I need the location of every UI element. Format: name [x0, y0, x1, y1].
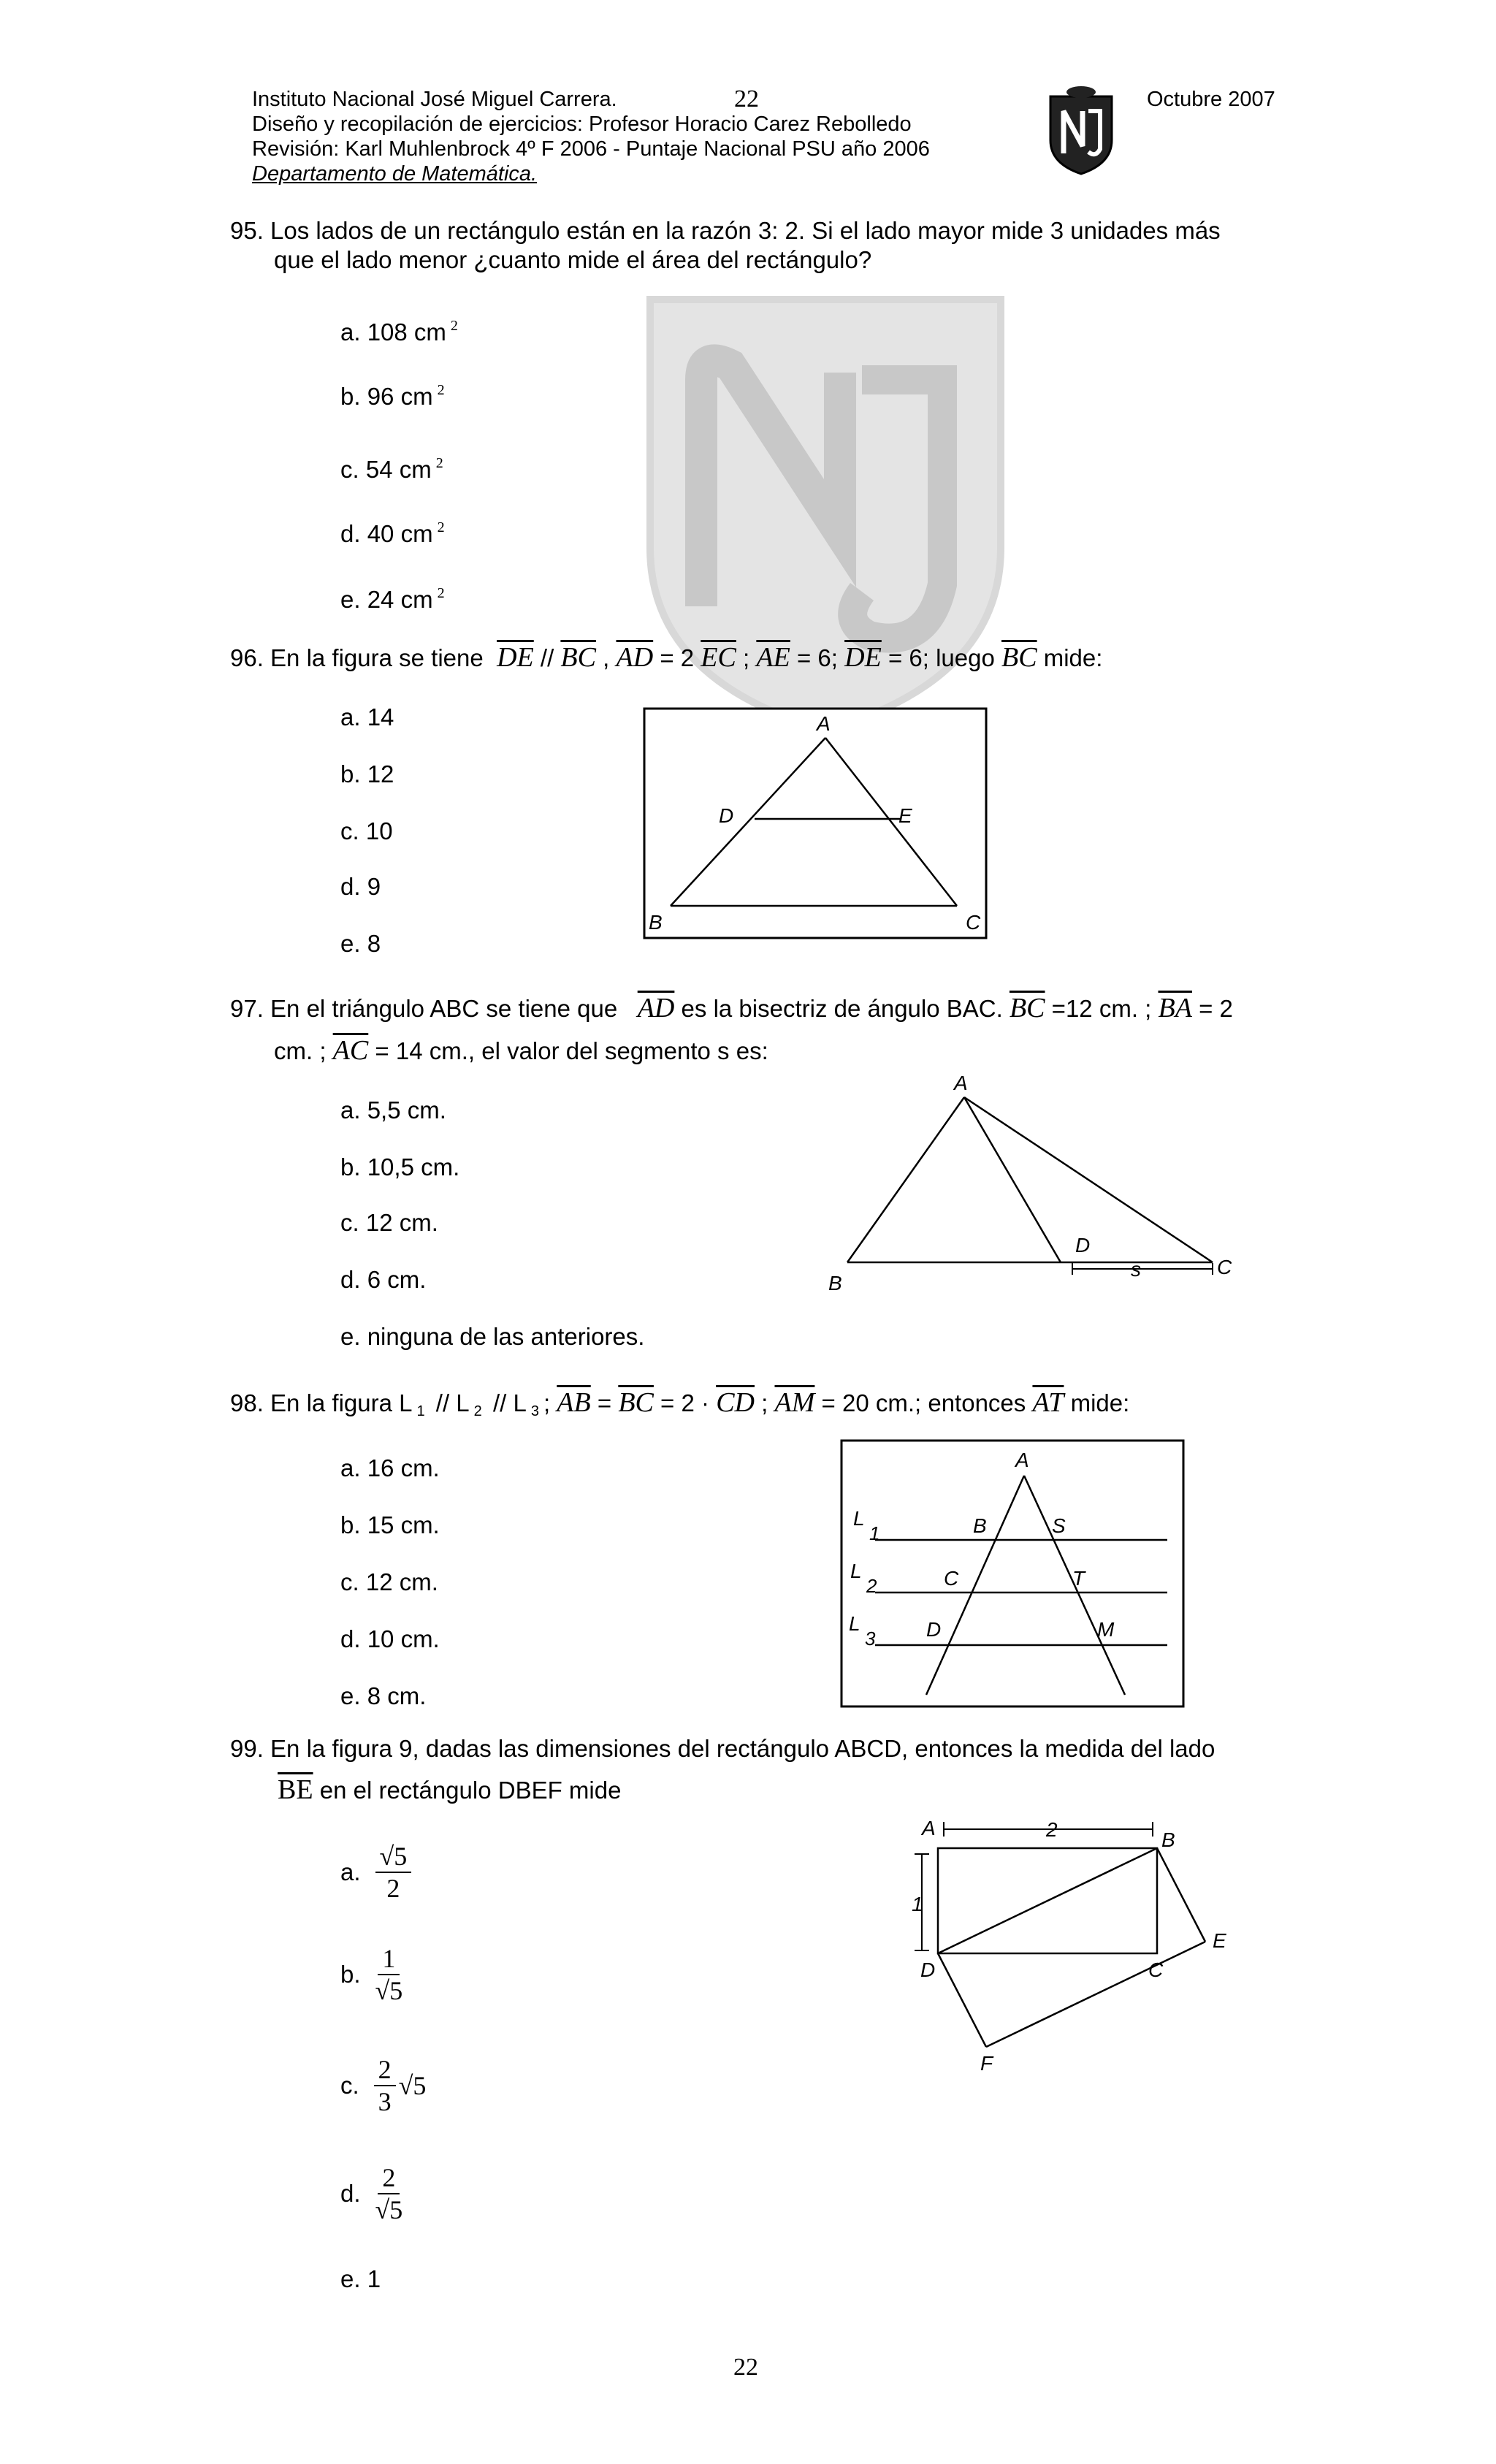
q99-label-d: D: [920, 1958, 936, 1981]
q97-triangle-figure: [818, 1067, 1242, 1300]
q97-label-a: A: [954, 1072, 968, 1094]
q98-label-l3: L: [849, 1612, 860, 1635]
header-page-number: 22: [734, 85, 759, 112]
q96-triangle-figure: [643, 707, 988, 939]
q96-label-c: C: [966, 911, 981, 934]
q96-option-b: b. 12: [340, 760, 394, 787]
q99-label-height: 1: [912, 1893, 923, 1915]
q96-option-d: d. 9: [340, 873, 381, 900]
q96-label-d: D: [719, 804, 734, 827]
q98-label-b: B: [973, 1514, 987, 1537]
q98-statement: 98. En la figura L $_1$ // L $_2$ // L $_3$ ; $\overline{AB} = \overline{BC} = 2 \cdot \overline{CD}$ ; $\overline{AM} = 20$ cm.; entonces $\overline{AT}$ mide:: [230, 1387, 1130, 1419]
q97-option-d: d. 6 cm.: [340, 1266, 427, 1293]
q98-label-c: C: [944, 1567, 959, 1590]
q98-option-c: c. 12 cm.: [340, 1568, 438, 1595]
q95-option-d: d. 40 cm $^2$: [340, 519, 445, 547]
q99-option-a: a. $\frac{√5}{2}$: [340, 1841, 411, 1904]
q97-statement-line1: 97. En el triángulo ABC se tiene que $\overline{AD}$ es la bisectriz de ángulo BAC. $\overline{BC} =12$ cm. ; $\overline{BA} = 2$: [230, 993, 1233, 1023]
q98-label-s: S: [1052, 1514, 1066, 1537]
q97-label-d: D: [1075, 1234, 1091, 1256]
q96-option-c: c. 10: [340, 817, 393, 844]
header-department: Departamento de Matemática.: [252, 162, 538, 186]
footer-page-number: 22: [733, 2354, 758, 2381]
header-date: Octubre 2007: [1147, 88, 1275, 111]
q99-label-width: 2: [1046, 1818, 1058, 1841]
q95-option-c: c. 54 cm $^2$: [340, 455, 443, 483]
header-institution: Instituto Nacional José Miguel Carrera.: [252, 88, 617, 111]
q97-label-c: C: [1217, 1256, 1232, 1278]
q99-label-f: F: [980, 2052, 993, 2075]
q98-parallel-lines-figure: [840, 1439, 1185, 1708]
q99-rectangle-figure: [906, 1815, 1249, 2092]
q99-label-e: E: [1213, 1929, 1226, 1952]
q97-label-s: s: [1131, 1258, 1141, 1281]
q95-option-a: a. 108 cm $^2$: [340, 318, 458, 346]
q96-label-b: B: [649, 911, 663, 934]
q99-text-line2: $\overline{BE}$ en el rectángulo DBEF mide: [278, 1774, 622, 1805]
q96-label-a: A: [817, 712, 831, 735]
q99-label-c: C: [1148, 1958, 1164, 1981]
q95-text-line1: 95. Los lados de un rectángulo están en la razón 3: 2. Si el lado mayor mide 3 unidades más: [230, 217, 1221, 244]
q98-option-b: b. 15 cm.: [340, 1511, 440, 1538]
q99-text-line1: 99. En la figura 9, dadas las dimensiones del rectángulo ABCD, entonces la medida del lado: [230, 1735, 1216, 1762]
q96-option-e: e. 8: [340, 930, 381, 957]
q97-option-b: b. 10,5 cm.: [340, 1153, 460, 1180]
q98-label-t: T: [1072, 1567, 1085, 1590]
header-design: Diseño y recopilación de ejercicios: Profesor Horacio Carez Rebolledo: [252, 112, 912, 136]
q99-label-b: B: [1161, 1828, 1175, 1851]
q98-label-d: D: [926, 1618, 942, 1641]
q98-option-d: d. 10 cm.: [340, 1625, 440, 1652]
q98-option-e: e. 8 cm.: [340, 1682, 427, 1709]
q95-text-line2: que el lado menor ¿cuanto mide el área del rectángulo?: [274, 246, 872, 273]
q98-label-l1-index: 1: [869, 1522, 880, 1544]
q99-label-a: A: [922, 1817, 936, 1839]
q98-label-a: A: [1015, 1449, 1029, 1471]
q98-label-m: M: [1097, 1618, 1115, 1641]
q97-label-b: B: [828, 1272, 842, 1294]
q98-label-l1: L: [853, 1507, 865, 1530]
q96-statement: 96. En la figura se tiene $\overline{DE} // \overline{BC}$ , $\overline{AD} = 2$ $\overline{EC}$ ; $\overline{AE} = 6$; $\overline{DE} = 6$; luego $\overline{BC}$ mide:: [230, 642, 1103, 673]
q98-label-l3-index: 3: [865, 1628, 876, 1649]
header-revision: Revisión: Karl Muhlenbrock 4º F 2006 - Puntaje Nacional PSU año 2006: [252, 137, 930, 161]
q98-label-l2: L: [850, 1560, 862, 1582]
q97-option-e: e. ninguna de las anteriores.: [340, 1323, 645, 1350]
q99-option-d: d. $\frac{2}{√5}$: [340, 2163, 403, 2224]
q98-option-a: a. 16 cm.: [340, 1454, 440, 1481]
q97-statement-line2: cm. ; $\overline{AC} = 14$ cm., el valor del segmento s es:: [274, 1035, 768, 1066]
q96-label-e: E: [898, 804, 912, 827]
q97-option-c: c. 12 cm.: [340, 1209, 438, 1236]
q95-option-b: b. 96 cm $^2$: [340, 382, 445, 410]
q95-option-e: e. 24 cm $^2$: [340, 585, 445, 613]
q96-option-a: a. 14: [340, 703, 394, 731]
q98-label-l2-index: 2: [866, 1575, 877, 1597]
q99-option-b: b. $\frac{1}{√5}$: [340, 1944, 403, 2005]
school-seal-logo: [1045, 82, 1118, 177]
q99-option-e: e. 1: [340, 2265, 381, 2292]
q99-option-c: c. $\frac{2}{3}$ √5: [340, 2055, 427, 2116]
q97-option-a: a. 5,5 cm.: [340, 1096, 446, 1124]
